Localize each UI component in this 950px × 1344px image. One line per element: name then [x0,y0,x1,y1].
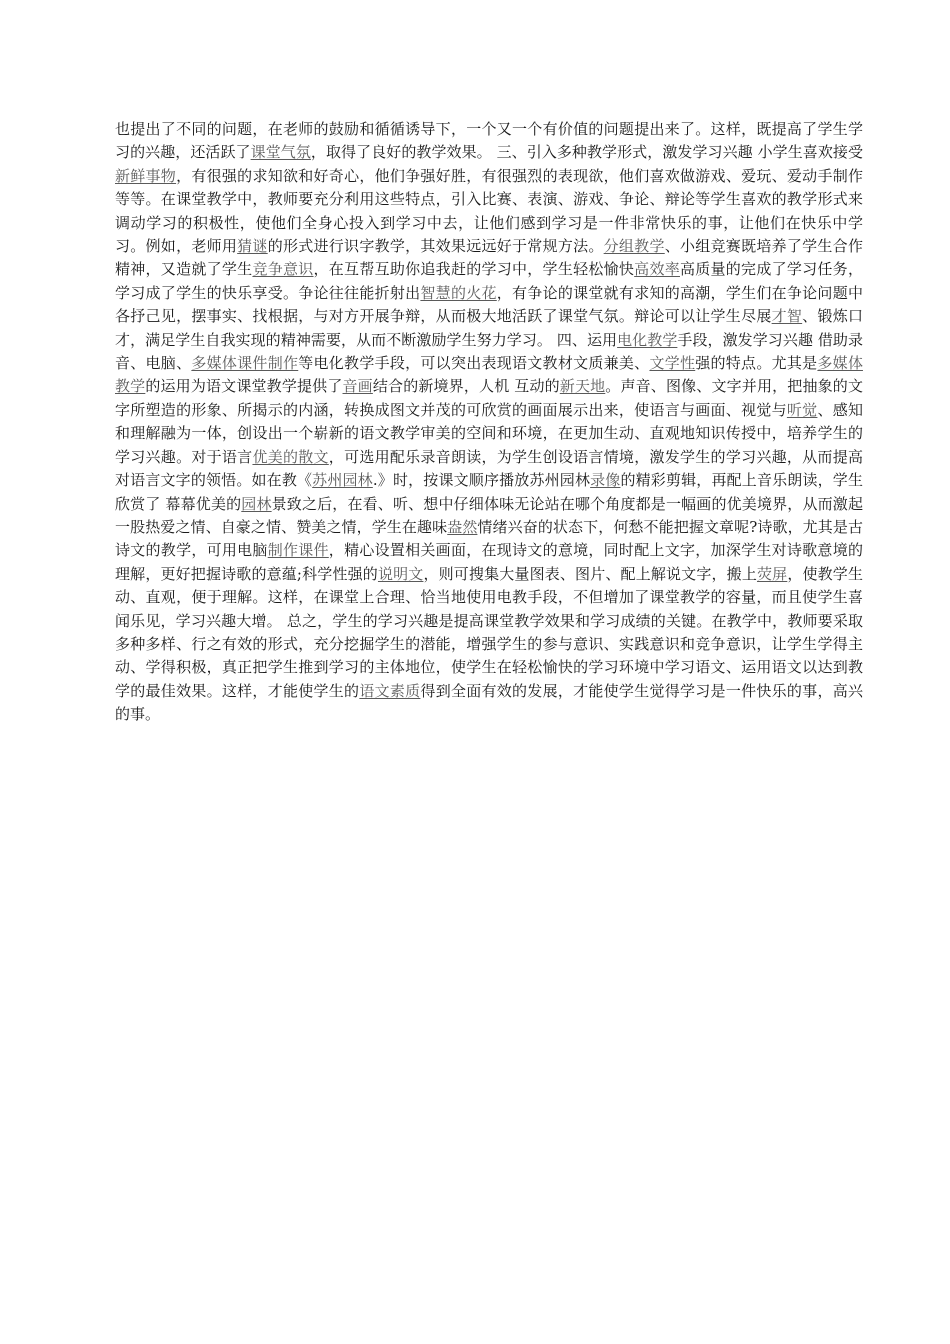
text-run: ，有争论的课堂就有求知的高潮，学生们在争论问题中各抒己见，摆事实、找根据，与对方开展争辩，从而极大地活跃了课堂气氛。辩论可以让学生尽展 [115,283,863,326]
inline-hyperlink[interactable]: 新天地 [559,377,606,396]
text-run: 强的特点。尤其是 [695,354,818,373]
text-run: 。声音、图像、文字并用，把抽象的文字所塑造的形象、所揭示的内涵，转换成图文并茂的可欣赏的画面展示出来，使语言与画面、视觉与 [115,377,863,419]
inline-hyperlink[interactable]: 制作课件 [267,541,329,560]
text-run: 得到全面有效的发展，才能使学生觉得学习是一件快乐的事，高兴的事。 [115,681,863,724]
text-run: 景致之后，在看、听、想中仔细体味无论站在哪个角度都是一幅画的优美境界，从而激起一股热爱之情、自豪之情、赞美之情，学生在趣味 [115,494,863,536]
text-run: 、锻炼口才，满足学生自我实现的精神需要，从而不断激励学生努力学习。 四、运用 [115,307,863,349]
inline-hyperlink[interactable]: 荧屏 [756,564,788,583]
inline-hyperlink[interactable]: 录像 [590,471,621,490]
inline-hyperlink[interactable]: 音画 [342,377,373,396]
inline-hyperlink[interactable]: 园林 [241,494,272,513]
text-run: 结合的新境界，人机 互动的 [372,377,560,396]
text-run: .》时，按课文顺序播放苏州园林 [372,471,591,490]
text-run: ，取得了良好的教学效果。 三、引入多种教学形式，激发学习兴趣 小学生喜欢接受 [310,143,863,162]
inline-hyperlink[interactable]: 多媒体教学 [115,354,863,396]
text-run: 的形式进行识字教学，其效果远远好于常规方法。 [267,237,604,256]
text-run: ，有很强的求知欲和好奇心，他们争强好胜，有很强烈的表现欲，他们喜欢做游戏、爱玩、爱动手制作等等。在课堂教学中，教师要充分利用这些特点，引入比赛、表演、游戏、争论、辩论等学生喜欢的教学形式来调动学习的积极性，使他们全身心投入到学习中去，让他们感到学习是一件非常快乐的事，让他们在快乐中学习。例如，老师用 [115,166,863,256]
inline-hyperlink[interactable]: 多媒体课件制作 [191,354,299,373]
text-run: ，使教学生动、直观，便于理解。这样，在课堂上合理、恰当地使用电教手段，不但增加了课堂教学的容量，而且使学生喜闻乐见，学习兴趣大增。 总之，学生的学习兴趣是提高课堂教学效果和学习成绩的关键。在教学中，教师要采取多种多样、行之有效的形式，充分挖掘学生的潜能，增强学生的参与意识、实践意识和竞争意识，让学生学得主动、学得积极，真正把学生推到学习的主体地位，使学生在轻松愉快的学习环境中学习语文、运用语文以达到教学的最佳效果。这样，才能使学生的 [115,564,863,700]
text-run: 、小组竞赛既培养了学生合作精神，又造就了学生 [115,237,863,279]
inline-hyperlink[interactable]: 智慧的火花 [420,283,497,302]
inline-hyperlink[interactable]: 竞争意识 [252,260,314,279]
text-run: 的运用为语文课堂教学提供了 [145,377,343,396]
text-run: 等电化教学手段，可以突出表现语文教材文质兼美、 [298,354,650,373]
inline-hyperlink[interactable]: 猜谜 [237,237,268,256]
inline-hyperlink[interactable]: 说明文 [377,564,424,583]
text-run: 也提出了不同的问题，在老师的鼓励和循循诱导下，一个又一个有价值的问题提出来了。这样，既提高了学生学习的兴趣，还活跃了 [115,120,863,162]
text-run: ，在互帮互助你追我赶的学习中，学生轻松愉快 [313,260,635,279]
inline-hyperlink[interactable]: 新鲜事物 [115,166,177,185]
inline-hyperlink[interactable]: 文学性 [649,354,696,373]
text-run: 、感知和理解融为一体，创设出一个崭新的语文教学审美的空间和环境，在更加生动、直观地知识传授中，培养学生的学习兴趣。对于语言 [115,400,863,466]
text-run: ，则可搜集大量图表、图片、配上解说文字，搬上 [423,564,757,583]
inline-hyperlink[interactable]: 语文素质 [359,681,421,700]
inline-hyperlink[interactable]: 听觉 [786,400,818,419]
inline-hyperlink[interactable]: 电化教学 [617,330,678,349]
inline-hyperlink[interactable]: 才智 [771,307,803,326]
text-run: 高质量的完成了学习任务，学习成了学生的快乐享受。争论往往能折射出 [115,260,863,302]
text-run: ，精心设置相关画面，在现诗文的意境，同时配上文字，加深学生对诗歌意境的理解，更好把握诗歌的意蕴;科学性强的 [115,541,863,583]
text-run: 情绪兴奋的状态下，何愁不能把握文章呢?诗歌，尤其是古诗文的教学，可用电脑 [115,517,863,560]
text-run: ，可选用配乐录音朗读，为学生创设语言情境，激发学生的学习兴趣，从而提高对语言文字的领悟。如在教《 [115,447,863,490]
inline-hyperlink[interactable]: 高效率 [634,260,680,279]
inline-hyperlink[interactable]: 盎然 [447,517,478,536]
text-run: 手段，激发学习兴趣 借助录音、电脑、 [115,330,863,373]
body-paragraph [115,118,863,727]
inline-hyperlink[interactable]: 优美的散文 [252,447,329,466]
text-run: 的精彩剪辑，再配上音乐朗读，学生欣赏了 幕幕优美的 [115,471,863,513]
inline-hyperlink[interactable]: 分组教学 [603,237,665,256]
inline-hyperlink[interactable]: 课堂气氛 [250,143,311,162]
inline-hyperlink[interactable]: 苏州园林 [312,471,373,490]
